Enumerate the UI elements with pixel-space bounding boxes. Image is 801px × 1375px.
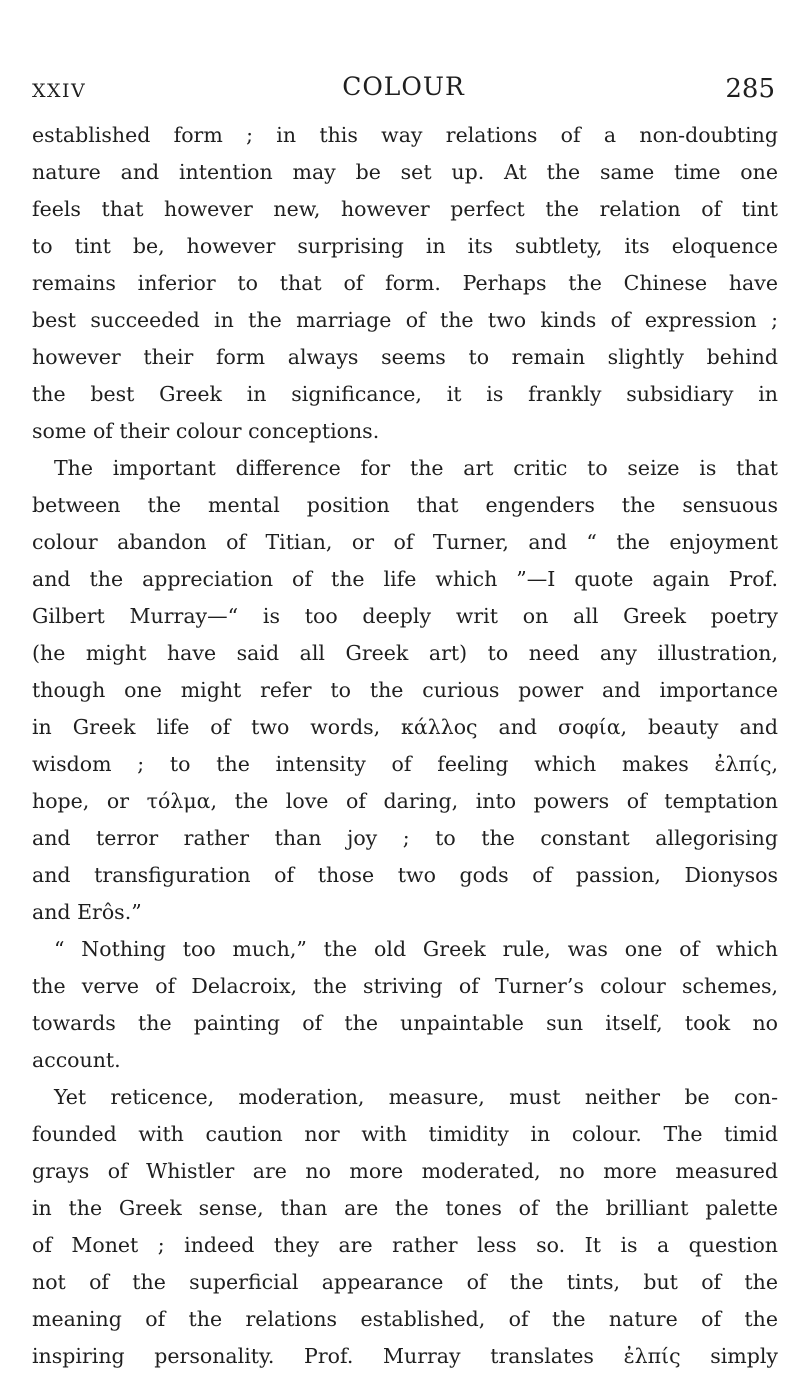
text-line: some of their colour conceptions. — [32, 419, 380, 443]
text-line: between the mental position that engenders the sensuous — [32, 493, 778, 517]
text-line: towards the painting of the unpaintable sun itself, took no — [32, 1011, 778, 1035]
text-line: in the Greek sense, than are the tones of the brilliant palette — [32, 1196, 778, 1220]
text-line: however their form always seems to remain slightly behind — [32, 345, 778, 369]
text-line: grays of Whistler are no more moderated, no more measured — [32, 1159, 778, 1183]
body-text — [32, 117, 778, 1375]
text-line: best succeeded in the marriage of the two kinds of expression ; — [32, 308, 778, 332]
text-line: wisdom ; to the intensity of feeling which makes ἐλπίς, — [32, 752, 778, 776]
text-line: not of the superficial appearance of the tints, but of the — [32, 1270, 778, 1294]
text-line: remains inferior to that of form. Perhaps the Chinese have — [32, 271, 778, 295]
text-line: meaning of the relations established, of the nature of the — [32, 1307, 778, 1331]
text-line: feels that however new, however perfect the relation of tint — [32, 197, 778, 221]
text-line: and terror rather than joy ; to the constant allegorising — [32, 826, 778, 850]
text-line: Gilbert Murray—“ is too deeply writ on all Greek poetry — [32, 604, 778, 628]
text-line: and Erôs.” — [32, 900, 142, 924]
running-title: COLOUR — [342, 72, 465, 101]
text-line: in Greek life of two words, κάλλος and σοφία, beauty and — [32, 715, 778, 739]
text-line: “ Nothing too much,” the old Greek rule, was one of which — [54, 937, 778, 961]
text-line: established form ; in this way relations of a non-doubting — [32, 123, 778, 147]
text-line: Yet reticence, moderation, measure, must neither be con- — [54, 1085, 778, 1109]
running-header — [32, 72, 775, 108]
text-line: hope, or τόλμα, the love of daring, into powers of temptation — [32, 789, 778, 813]
text-line: account. — [32, 1048, 121, 1072]
page-number: 285 — [725, 74, 775, 104]
text-line: inspiring personality. Prof. Murray translates ἐλπίς simply — [32, 1344, 778, 1368]
text-line: though one might refer to the curious power and importance — [32, 678, 778, 702]
text-line: the best Greek in significance, it is frankly subsidiary in — [32, 382, 778, 406]
chapter-number: XXIV — [32, 80, 87, 102]
text-line: nature and intention may be set up. At the same time one — [32, 160, 778, 184]
text-line: and transfiguration of those two gods of passion, Dionysos — [32, 863, 778, 887]
text-line: to tint be, however surprising in its subtlety, its eloquence — [32, 234, 778, 258]
text-line: The important difference for the art critic to seize is that — [54, 456, 778, 480]
text-line: the verve of Delacroix, the striving of Turner’s colour schemes, — [32, 974, 778, 998]
text-line: (he might have said all Greek art) to need any illustration, — [32, 641, 778, 665]
text-line: founded with caution nor with timidity in colour. The timid — [32, 1122, 778, 1146]
text-line: of Monet ; indeed they are rather less so. It is a question — [32, 1233, 778, 1257]
text-line: colour abandon of Titian, or of Turner, and “ the enjoyment — [32, 530, 778, 554]
text-line: and the appreciation of the life which ”—I quote again Prof. — [32, 567, 778, 591]
